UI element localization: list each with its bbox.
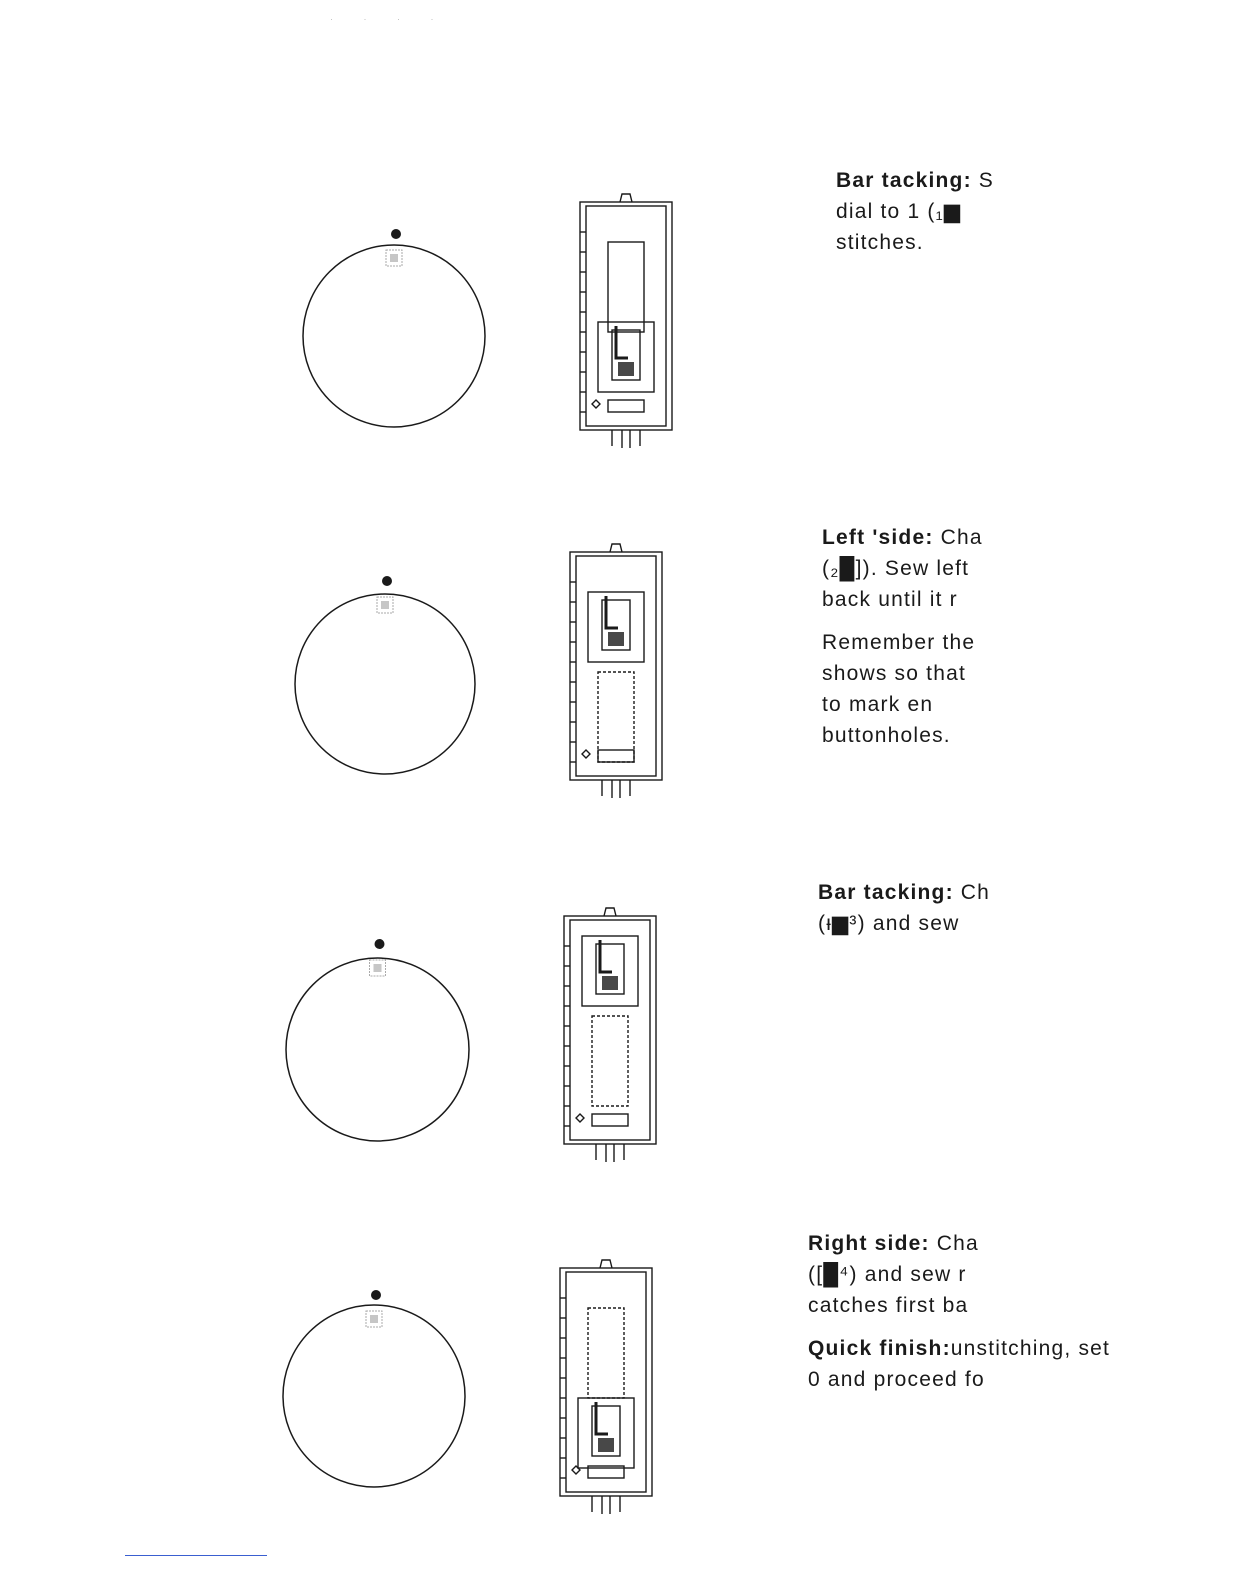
step-heading: Bar tacking:: [818, 881, 954, 904]
dial-ring: [295, 594, 475, 774]
instruction-text-2: [822, 522, 1222, 763]
line-text: (ᵼ▆³) and sew: [818, 912, 960, 935]
dial-indicator-dot: [382, 576, 392, 586]
text-line: [822, 689, 1222, 720]
step-heading: Bar tacking:: [836, 169, 972, 192]
line-text: (₂█]). Sew left: [822, 557, 970, 580]
instruction-text-1: [836, 165, 1236, 270]
line-text: Ch: [953, 881, 991, 904]
text-line: [808, 1259, 1208, 1290]
line-text: dial to 1 (₁▆: [836, 200, 962, 223]
text-line: [836, 227, 1236, 258]
dial-symbol-icon: [366, 1311, 382, 1327]
text-line: [836, 165, 1236, 196]
stitch-dial-3: [281, 936, 474, 1149]
buttonhole-foot-illustration-1: [576, 192, 676, 450]
stitch-dial-2: [290, 573, 480, 782]
buttonhole-foot-illustration-4: [556, 1258, 656, 1516]
line-text: shows so that: [822, 662, 966, 685]
step-heading: Right side:: [808, 1232, 930, 1255]
step-heading: Quick finish:: [808, 1337, 951, 1360]
line-text: 0 and proceed fo: [808, 1368, 985, 1391]
dial-indicator-dot: [391, 229, 401, 239]
text-line: [822, 553, 1222, 584]
line-text: catches first ba: [808, 1294, 969, 1317]
dial-indicator-dot: [375, 939, 385, 949]
line-text: unstitching, set: [950, 1337, 1111, 1360]
line-text: to mark en: [822, 693, 934, 716]
line-text: ([█⁴) and sew r: [808, 1263, 967, 1286]
instruction-text-3: [818, 877, 1218, 951]
instruction-paragraph: [818, 877, 1218, 939]
line-text: Remember the: [822, 631, 976, 654]
stitch-dial-4: [278, 1287, 470, 1495]
text-line: [822, 627, 1222, 658]
line-text: Cha: [929, 1232, 979, 1255]
instruction-text-4: [808, 1228, 1208, 1407]
text-line: [818, 908, 1218, 939]
dial-symbol-icon: [377, 597, 393, 613]
instruction-paragraph: [836, 165, 1236, 258]
text-line: [808, 1333, 1208, 1364]
dial-symbol-icon: [370, 960, 386, 976]
instruction-paragraph: [822, 627, 1222, 751]
text-line: [808, 1290, 1208, 1321]
stitch-dial-1: [298, 226, 490, 435]
line-text: Cha: [933, 526, 983, 549]
line-text: buttonholes.: [822, 724, 951, 747]
text-line: [822, 658, 1222, 689]
line-text: stitches.: [836, 231, 924, 254]
dial-ring: [303, 245, 485, 427]
line-text: back until it r: [822, 588, 958, 611]
dial-symbol-icon: [386, 250, 402, 266]
text-line: [808, 1228, 1208, 1259]
text-line: [836, 196, 1236, 227]
footnote-rule: [125, 1555, 267, 1556]
instruction-paragraph: [822, 522, 1222, 615]
instruction-paragraph: [808, 1228, 1208, 1321]
dial-ring: [283, 1305, 465, 1487]
scan-artifact: · · · ·: [330, 14, 448, 24]
text-line: [822, 720, 1222, 751]
dial-indicator-dot: [371, 1290, 381, 1300]
step-heading: Left 'side:: [822, 526, 934, 549]
buttonhole-foot-illustration-2: [566, 542, 666, 800]
text-line: [808, 1364, 1208, 1395]
text-line: [818, 877, 1218, 908]
text-line: [822, 584, 1222, 615]
line-text: S: [971, 169, 995, 192]
text-line: [822, 522, 1222, 553]
instruction-paragraph: [808, 1333, 1208, 1395]
dial-ring: [286, 958, 469, 1141]
buttonhole-foot-illustration-3: [560, 906, 660, 1164]
